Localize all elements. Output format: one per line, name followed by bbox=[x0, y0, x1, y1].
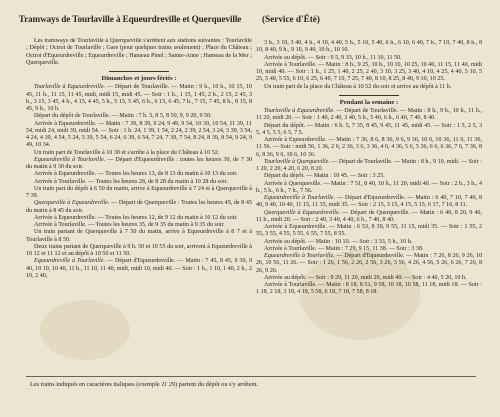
schedule-entry bbox=[256, 224, 482, 239]
schedule-entry bbox=[256, 123, 482, 138]
sunday-schedule-continued bbox=[256, 40, 482, 91]
route-name: Equeurdreville à Tourlaville. bbox=[264, 195, 336, 201]
schedule-entry bbox=[26, 171, 252, 178]
schedule-times: Un train partant de Querqueville à 7 50 du matin, arrive à Equeurdreville à 8 7 et à Tourlaville à 8 50. bbox=[26, 229, 252, 243]
schedule-entry bbox=[256, 137, 482, 159]
page-title bbox=[0, 14, 260, 24]
left-column bbox=[26, 38, 252, 368]
route-name: Querqueville à Equeurdreville. bbox=[264, 209, 341, 216]
schedule-times: — Départ de Tourlaville. — Matin : 8 h., 9 10, midi. — Soir : 1 20, 2 20, 4 20, 6 20, 8 20. bbox=[256, 158, 482, 172]
schedule-times: Arrivée au dépôt. — Matin : 10 10. — Soir : 3 33, 5 h., 10 h. bbox=[264, 238, 413, 245]
schedule-entry bbox=[26, 258, 252, 280]
sunday-schedule bbox=[26, 84, 252, 280]
schedule-times: Arrivée à Equeurdreville. — Toutes les heures 13, de 8 13 du matin à 10 13 du soir. bbox=[34, 171, 238, 178]
schedule-times: Un train part de Tourlaville à 10 30 et s'arrête à la place du Château à 10 52. bbox=[34, 149, 220, 156]
schedule-entry bbox=[26, 157, 252, 172]
schedule-entry bbox=[256, 173, 482, 180]
footnote-rule bbox=[26, 376, 476, 377]
footnote-example: 11 29 bbox=[161, 381, 176, 388]
schedule-times: — Départ de Tourlaville. — Matin : 9 h., 10 h., 10 15, 10 45, 11 h., 11 15, 11 45, midi, midi 15, midi 45. — Soir : 1 h., 1 15, 1 45, 2 h., 2 15, 2 45, 3 h., 3 15, 3 45, 4 h., 4 15, 4 45, 5 h., 5 15, 5 45, 6 h., 6 15, 6 45, 7 h., 7 15, 7 45, 8 h., 8 15, 8 45, 9 h., 10 h. bbox=[26, 84, 252, 112]
schedule-entry bbox=[256, 108, 482, 123]
schedule-entry bbox=[256, 210, 482, 225]
section-heading-weekday: Pendant la semaine : bbox=[339, 98, 399, 106]
schedule-entry bbox=[26, 84, 252, 113]
schedule-times: Départ du dépôt de Tourlaville. — Matin : 7 h. 5, 8 5, 8 50, 9, 9 20, 9 50. bbox=[34, 113, 212, 120]
route-name: Equeurdreville à Tourlaville. bbox=[264, 253, 335, 259]
schedule-entry bbox=[256, 159, 482, 174]
schedule-entry bbox=[256, 275, 482, 282]
schedule-entry bbox=[256, 239, 482, 246]
schedule-entry bbox=[26, 121, 252, 150]
season-text: (Service d'Été) bbox=[262, 14, 320, 24]
schedule-times: Départ du dépôt. — Matin : 6 h. 5, 7 35, 8 45, 9 45, 11 45, midi 45. — Soir : 1 5, 2 5, 3 5, 4 5, 5 5, 6 5, 7 5. bbox=[256, 122, 482, 136]
schedule-times: Arrivée à Equeurdreville. — Toutes les heures 12, de 9 12 du matin à 10 12 du soir. bbox=[34, 214, 238, 221]
schedule-entry bbox=[256, 181, 482, 196]
schedule-times: Arrivée à Tourlaville. — Toutes les heures 28, de 8 28 du matin à 10 28 du soir. bbox=[34, 178, 228, 185]
schedule-entry bbox=[26, 150, 252, 157]
schedule-times: — Départ de Querqueville : Toutes les heures 45, de 8 45 du matin à 8 45 du soir. bbox=[26, 200, 252, 214]
schedule-times: Arrivée à Tourlaville. — Matin : 8 h., 9 25, 10 h., 10 10, 10 25, 10 40, 11 15, 11 40, midi 10, midi 40. — Soir : 1 h., 1 25, 1 40, 2 25, 2 40, 3 10, 3 25, 3 40, 4 10, 4 25, 4 40, 5 10, 5 25, 5 40, 5 55, 6 10, 6 25, 6 40, 7 10, 7 25, 7 40, 8 10, 8 25, 8 40, 9 10, 10 25. bbox=[256, 61, 482, 83]
schedule-entry bbox=[26, 229, 252, 244]
intro-paragraph: Les tramways de Tourlaville à Querqueville s'arrêtent aux stations suivantes : Tourlaville ; Dépôt ; Octroi de Tourlaville ; Gare (pour quelques trains seulement) ; Place du Château ; Octroi d'Equeurdreville ; Equeurdreville ; Hameau Pinel ; Sainte-Anne ; Hameau de la Mer ; Querqueville. bbox=[26, 38, 252, 66]
schedule-times: Arrivée à Querqueville. — Matin : 7 51, 8 40, 10 h., 11 20, midi 40. — Soir : 2 h., 3 h., 4 h., 5 h., 6 h., 7 h., 7 56. bbox=[256, 180, 482, 194]
section-heading-sunday: Dimanches et jours fériés : bbox=[101, 75, 177, 82]
schedule-times: 3 h., 3 10, 3 40, 4 h., 4 10, 4 40, 5 h., 5 10, 5 40, 6 h., 6 10, 6 40, 7 h., 7 10, 7 40, 8 h., 8 10, 8 40, 9 h., 9 10, 9 40, 10 h., 10 10. bbox=[256, 40, 482, 54]
route-name: Tourlaville à Equeurdreville. bbox=[34, 84, 106, 91]
footnote-text-end: ) partent du dépôt ou s'y arrêtent. bbox=[175, 381, 259, 388]
schedule-times: — Départ de Querqueville. — Matin : 6 40, 8 20, 9 40, 11 h., midi 20. — Soir : 2 40, 3 40, 4 40, 6 h., 7 40, 8 40. bbox=[256, 209, 482, 223]
schedule-entry bbox=[256, 282, 482, 297]
schedule-entry bbox=[26, 222, 252, 229]
schedule-entry bbox=[256, 195, 482, 210]
schedule-times: Arrivée à Tourlaville. — Toutes les heures 35, de 9 35 du matin à 9 35 du soir. bbox=[34, 222, 225, 228]
schedule-entry bbox=[256, 40, 482, 55]
schedule-entry bbox=[26, 179, 252, 186]
schedule-entry bbox=[26, 200, 252, 215]
schedule-times: Deux trains partant de Querqueville à 9 h. 50 et 10 55 du soir, arrivent à Equeurdreville à 10 12 et 11 12 et au dépôt à 10 50 et 11 50. bbox=[26, 243, 252, 257]
schedule-entry bbox=[256, 84, 482, 91]
route-name: Querqueville à Equeurdreville. bbox=[34, 200, 110, 207]
weekday-schedule bbox=[256, 108, 482, 297]
divider bbox=[109, 71, 169, 72]
schedule-times: — Départ d'Equeurdreville. — Matin : 6 40, 7 10, 7 40, 8 40, 9 40, 10 40, 11 15, 11 35, midi 35. — Soir : 2 15, 3 15, 4 15, 5 15, 6 17, 7 16, 8 11. bbox=[256, 195, 482, 209]
schedule-entry bbox=[256, 55, 482, 62]
title-text: Tramways de Tourlaville à Equeurdreville et Querqueville bbox=[18, 14, 242, 24]
schedule-entry bbox=[26, 113, 252, 120]
schedule-times: Un train part du dépôt à 6 50 du matin, arrive à Equeurdreville à 7 24 et à Querqueville à 7 39. bbox=[26, 185, 252, 199]
schedule-entry bbox=[256, 253, 482, 275]
schedule-times: — Départ d'Equeurdreville. — Matin : 7 26, 8 26, 9 26, 10 26, 10 56, 11 26. — Soir : 1 26, 1 56, 2 26, 2 56, 3 26, 3 56, 4 26, 4 56, 5 26, 6 26, 7 26, 8 26, 9 26. bbox=[256, 253, 482, 274]
schedule-times: Arrivée à Tourlaville. — Matin : 7 29, 9 15, 11 38. — Soir : 3 38. bbox=[264, 245, 424, 252]
season-label bbox=[262, 14, 320, 24]
schedule-times: — Départ de Tourlaville. — Matin : 8 h., 9 h., 10 h., 11 h., 11 20, midi 20. — Soir : 1 40, 2 40, 3 40, 5 h., 5 40, 6 h., 6 40, 7 40, 8 40. bbox=[256, 108, 482, 122]
schedule-times: Arrivée au dépôt. — Soir : 9 5, 9 33, 10 h., 11 10, 11 50. bbox=[264, 54, 402, 61]
route-name: Equeurdreville à Tourlaville. bbox=[34, 258, 106, 265]
schedule-entry bbox=[256, 246, 482, 253]
schedule-times: Arrivée à Equeurdreville. — Matin : 7 39, 8 39, 9 24, 9 49, 9 54, 10 39, 10 54, 11 39, 11 54, midi 24, midi 39, midi 54. — Soir : 1 h. 24, 1 39, 1 54, 2 24, 2 39, 2 54, 3 24, 3 39, 3 54, 4 24, 4 39, 4 54, 5 24, 5 39, 5 54, 6 24, 6 39, 6 54, 7 24, 7 39, 7 54, 8 24, 8 39, 8 54, 9 24, 9 49, 10 34. bbox=[26, 120, 252, 149]
schedule-times: — Départ d'Equeurdreville. — Matin : 7 45, 8 45, 9 30, 9 40, 10 10, 10 40, 11 h., 11 10, 11 40, midi, midi 10, midi 40. — Soir : 1 h., 1 10, 1 40, 2 h., 2 10, 2 40, bbox=[26, 258, 252, 279]
schedule-entry bbox=[26, 186, 252, 201]
footnote bbox=[30, 381, 470, 388]
schedule-times: Un train part de la place du Château à 10 52 du soir et arrive au dépôt à 11 h. bbox=[264, 83, 452, 90]
schedule-times: Arrivée au dépôt. — Soir : 9 29, 11 20, midi 29, midi 49. — Soir : 4 40, 5 20, 10 h. bbox=[264, 274, 467, 281]
route-name: Tourlaville à Equeurdreville. bbox=[264, 108, 335, 114]
route-name: Tourlaville à Querqueville. bbox=[264, 158, 330, 165]
schedule-times: Arrivée à Equeurdreville. — Matin : 7 36, 8 6, 8 36, 9 6, 9 36, 10 6, 10 36, 11 6, 11 36, 11 56. — Soir : midi 56, 1 36, 2 6, 2 36, 3 6, 3 36, 4 6, 4 36, 5 6, 5 36, 6 6, 6 36, 7 6, 7 36, 8 6, 8 36, 9 6, 10 6, 10 36. bbox=[256, 137, 482, 158]
schedule-times: Départ du dépôt. — Matin : 10 45. — Soir : 3 25. bbox=[264, 173, 385, 180]
schedule-entry bbox=[26, 244, 252, 259]
schedule-entry bbox=[26, 215, 252, 222]
schedule-times: — Départ d'Equeurdreville : toutes les heures 30, de 7 30 du matin à 9 30 du soir. bbox=[26, 156, 252, 170]
schedule-times: Arrivée à Equeurdreville. — Matin : 6 53, 8 39, 9 55, 11 15, midi 35. — Soir : 1 55, 2 55, 3 55, 4 55, 5 55, 6 55, 7 55, 8 55. bbox=[256, 224, 482, 238]
schedule-times: Arrivée à Tourlaville. — Matin : 8 18, 8 51, 9 58, 10 18, 10 58, 11 18, midi 18. — Soir : 1 18, 2 18, 3 18, 4 18, 5 58, 6 18, 7 18, 7 58, 8 18. bbox=[256, 282, 482, 296]
footnote-text: Les trains indiqués en caractères italiques (exemple bbox=[30, 381, 160, 388]
right-column bbox=[256, 40, 482, 370]
route-name: Equeurdreville à Tourlaville. bbox=[34, 156, 106, 163]
divider bbox=[339, 95, 399, 96]
schedule-entry bbox=[256, 62, 482, 84]
